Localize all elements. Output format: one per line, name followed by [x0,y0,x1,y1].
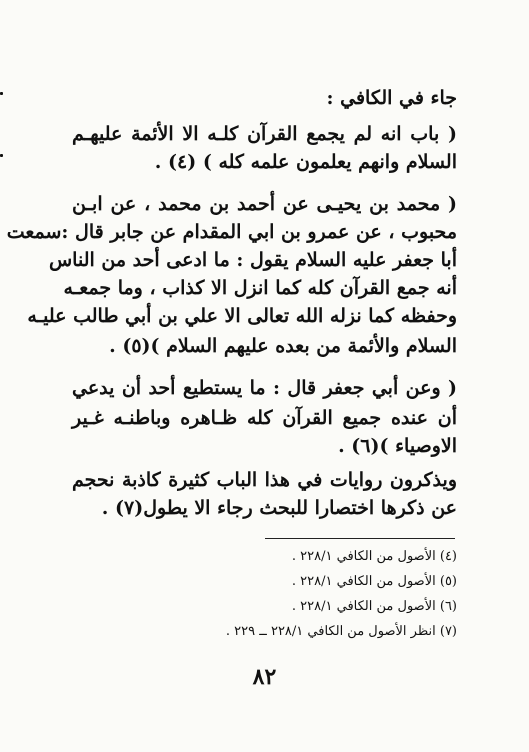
paragraph-3-line-2: أن عنده جميع القرآن كله ظـاهره وباطنـه غـير [72,407,457,429]
footnote-5: (٥) الأصول من الكافي ٢٢٨/١ . [291,574,457,589]
page-number: ٨٢ [252,664,277,690]
paragraph-4-line-1: ويذكرون روايات في هذا الباب كثيرة كاذبة نحجم [72,469,457,491]
heading: جاء في الكافي : [326,87,457,109]
footnote-6: (٦) الأصول من الكافي ٢٢٨/١ . [291,599,457,614]
margin-mark [0,92,3,95]
footnote-7: (٧) انظر الأصول من الكافي ٢٢٨/١ ــ ٢٢٩ . [225,624,457,639]
paragraph-2-line-5: وحفظه كما نزله الله تعالى الا علي بن أبي طالب عليـه [27,305,457,327]
paragraph-2-line-2: محبوب ، عن عمرو بن ابي المقدام عن جابر قال :سمعت [6,221,457,243]
paragraph-4-line-2: عن ذكرها اختصارا للبحث رجاء الا يطول(٧) . [101,497,457,519]
footnote-4: (٤) الأصول من الكافي ٢٢٨/١ . [291,549,457,564]
paragraph-1-line-2: السلام وانهم يعلمون علمه كله ) (٤) . [154,151,457,173]
footnote-divider [265,538,455,539]
margin-mark [0,154,3,157]
paragraph-3-line-3: الاوصياء )(٦) . [338,435,457,457]
paragraph-2-line-6: السلام والأئمة من بعده عليهم السلام )(٥) . [109,335,457,357]
paragraph-2-line-1: ( محمد بن يحيـى عن أحمد بن محمد ، عن ابـن [72,193,457,215]
paragraph-2-line-4: أنه جمع القرآن كله كما انزل الا كذاب ، وما جمعـه [63,277,457,299]
paragraph-1-line-1: ( باب انه لم يجمع القرآن كلـه الا الأئمة عليهـم [72,123,457,145]
paragraph-3-line-1: ( وعن أبي جعفر قال : ما يستطيع أحد أن يدعي [72,377,457,399]
paragraph-2-line-3: أبا جعفر عليه السلام يقول : ما ادعى أحد من الناس [48,249,457,271]
